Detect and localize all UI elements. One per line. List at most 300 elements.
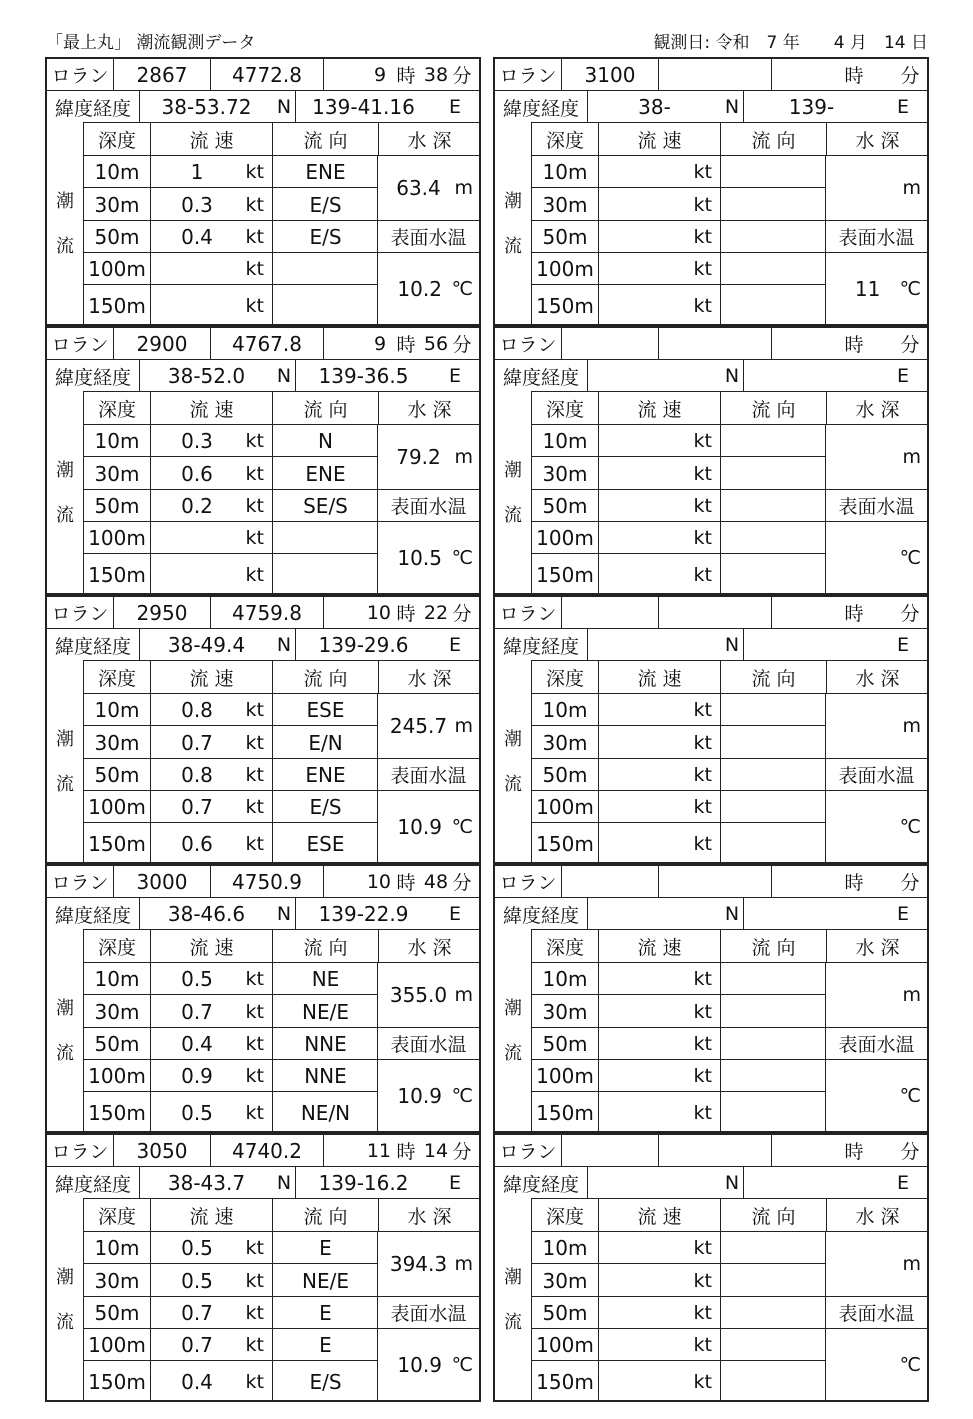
speed-unit: kt <box>245 1101 264 1124</box>
east-label: E <box>896 96 909 118</box>
celsius-unit: ℃ <box>451 816 473 838</box>
loran-row <box>495 59 927 90</box>
speed-cell <box>150 457 272 490</box>
data-row <box>531 1027 825 1060</box>
depth-value: 10m <box>94 698 140 722</box>
tide-label-2: 流 <box>56 1311 74 1333</box>
celsius-unit: ℃ <box>899 816 921 838</box>
celsius-unit: ℃ <box>451 547 473 569</box>
speed-cell <box>598 791 720 823</box>
longitude-value: 139-29.6 <box>295 629 431 661</box>
direction-value: E <box>272 1232 378 1264</box>
speed-cell <box>150 823 272 864</box>
speed-value: 0.2 <box>181 494 213 518</box>
direction-value <box>720 554 826 595</box>
surface-temp-cell <box>825 1059 927 1132</box>
direction-value: ENE <box>272 156 378 188</box>
depth-header: 深度 <box>545 668 584 690</box>
loran-value-2 <box>658 597 771 628</box>
tide-label-2: 流 <box>56 504 74 526</box>
loran-value-2: 4767.8 <box>210 328 323 359</box>
surface-temp-cell <box>377 790 479 863</box>
water-depth-cell <box>377 424 479 489</box>
hour-label: 時 <box>396 1141 416 1163</box>
speed-unit: kt <box>245 968 264 990</box>
hour-label: 時 <box>396 603 416 625</box>
tide-label-2: 流 <box>504 504 522 526</box>
speed-cell <box>598 285 720 326</box>
depth-value: 50m <box>542 494 588 518</box>
direction-value: E/S <box>272 221 378 253</box>
speed-unit: kt <box>693 1370 712 1393</box>
latlon-label: 緯度経度 <box>502 635 579 658</box>
speed-value: 0.4 <box>181 225 213 249</box>
loran-row <box>47 866 479 897</box>
speed-cell <box>150 221 272 253</box>
tide-label-1: 潮 <box>504 190 522 212</box>
water-depth-header: 水 深 <box>378 1199 480 1232</box>
latlon-row <box>47 359 479 392</box>
hour-value: 11 <box>366 1139 391 1162</box>
direction-value: E/N <box>272 726 378 759</box>
depth-value: 50m <box>542 1032 588 1056</box>
tide-label <box>47 661 83 862</box>
speed-header: 流 速 <box>150 661 272 694</box>
surface-temp-label: 表面水温 <box>825 489 927 521</box>
north-label: N <box>724 634 740 656</box>
depth-header: 深度 <box>97 668 136 690</box>
speed-unit: kt <box>245 1000 264 1023</box>
hour-label: 時 <box>844 65 864 87</box>
speed-value: 0.7 <box>181 730 213 755</box>
surface-temp-label: 表面水温 <box>377 220 479 252</box>
column-header-row <box>83 660 479 694</box>
longitude-value: 139-41.16 <box>295 91 431 123</box>
depth-value: 150m <box>536 1369 594 1394</box>
meter-unit: m <box>902 984 921 1006</box>
surface-temp-label: 表面水温 <box>825 1027 927 1059</box>
loran-value-2: 4740.2 <box>210 1135 323 1166</box>
east-label: E <box>448 96 461 118</box>
longitude-value: 139-22.9 <box>295 898 431 930</box>
north-label: N <box>276 96 292 118</box>
direction-value: N <box>272 425 378 457</box>
hour-label: 時 <box>396 334 416 356</box>
loran-label: ロラン <box>499 603 557 625</box>
meter-unit: m <box>902 177 921 199</box>
surface-temp-cell <box>825 1328 927 1401</box>
depth-value: 150m <box>88 1369 146 1394</box>
depth-value: 30m <box>94 1268 140 1293</box>
water-depth-cell <box>825 1231 927 1296</box>
speed-cell <box>150 995 272 1028</box>
celsius-unit: ℃ <box>899 1085 921 1107</box>
direction-value <box>720 759 826 791</box>
depth-value: 100m <box>88 257 146 281</box>
data-row <box>531 1263 825 1297</box>
station-block <box>45 1133 481 1402</box>
tide-label <box>47 392 83 593</box>
speed-value: 0.5 <box>181 1236 213 1260</box>
meter-unit: m <box>454 1253 473 1275</box>
tide-label <box>495 930 531 1131</box>
hour-value: 9 <box>373 332 387 355</box>
data-row <box>83 1231 377 1264</box>
celsius-unit: ℃ <box>451 1085 473 1107</box>
speed-cell <box>150 156 272 188</box>
latitude-value: 38-43.7 <box>139 1167 273 1199</box>
loran-row <box>47 597 479 628</box>
direction-header: 流 向 <box>720 1199 826 1232</box>
speed-unit: kt <box>245 462 264 485</box>
hour-value: 10 <box>366 870 391 893</box>
direction-value: E <box>272 1297 378 1329</box>
north-label: N <box>724 365 740 387</box>
surface-temp-value: 11 <box>854 277 881 301</box>
time-cell <box>323 328 479 359</box>
loran-row <box>47 328 479 359</box>
minute-label: 分 <box>900 872 920 894</box>
direction-value <box>720 1060 826 1092</box>
minute-label: 分 <box>452 603 472 625</box>
depth-header: 深度 <box>545 130 584 152</box>
speed-cell <box>598 1361 720 1402</box>
direction-value: E/S <box>272 188 378 221</box>
data-row <box>531 252 825 285</box>
direction-value <box>272 253 378 285</box>
speed-cell <box>598 759 720 791</box>
depth-value: 30m <box>542 1268 588 1293</box>
data-row <box>83 758 377 791</box>
speed-unit: kt <box>245 226 264 248</box>
latlon-label: 緯度経度 <box>54 1173 131 1196</box>
speed-header: 流 速 <box>598 123 720 156</box>
water-depth-header: 水 深 <box>826 930 928 963</box>
hour-value: 10 <box>366 601 391 624</box>
water-depth-value: 79.2 <box>396 445 441 469</box>
tide-label-2: 流 <box>504 1311 522 1333</box>
depth-value: 150m <box>536 562 594 587</box>
speed-cell <box>150 1264 272 1297</box>
speed-cell <box>150 285 272 326</box>
latlon-label: 緯度経度 <box>54 366 131 389</box>
water-depth-header: 水 深 <box>826 123 928 156</box>
depth-value: 30m <box>542 730 588 755</box>
data-row <box>531 1360 825 1402</box>
speed-cell <box>150 1028 272 1060</box>
speed-cell <box>598 490 720 522</box>
data-row <box>531 424 825 457</box>
speed-unit: kt <box>245 699 264 721</box>
speed-unit: kt <box>245 764 264 786</box>
direction-value <box>720 1361 826 1402</box>
depth-value: 100m <box>536 257 594 281</box>
loran-value-2: 4759.8 <box>210 597 323 628</box>
north-label: N <box>276 903 292 925</box>
depth-value: 150m <box>88 1100 146 1125</box>
speed-unit: kt <box>693 731 712 754</box>
hour-label: 時 <box>396 872 416 894</box>
depth-value: 30m <box>94 999 140 1024</box>
speed-unit: kt <box>245 161 264 183</box>
speed-value: 1 <box>190 160 204 184</box>
speed-unit: kt <box>693 527 712 549</box>
depth-value: 30m <box>94 730 140 755</box>
direction-header: 流 向 <box>720 930 826 963</box>
minute-value: 48 <box>423 870 449 893</box>
speed-unit: kt <box>693 193 712 216</box>
speed-cell <box>598 1232 720 1264</box>
depth-value: 30m <box>542 461 588 486</box>
water-depth-value: 394.3 <box>389 1252 448 1276</box>
surface-temp-label: 表面水温 <box>825 758 927 790</box>
direction-value <box>720 522 826 554</box>
latlon-label: 緯度経度 <box>502 904 579 927</box>
latitude-value <box>587 360 721 392</box>
east-label: E <box>896 1172 909 1194</box>
speed-unit: kt <box>693 1302 712 1324</box>
latlon-row <box>495 1166 927 1199</box>
surface-temp-value: 10.5 <box>397 546 442 570</box>
speed-cell <box>598 522 720 554</box>
surface-temp-label: 表面水温 <box>377 1296 479 1328</box>
data-row <box>531 187 825 221</box>
surface-temp-label: 表面水温 <box>377 489 479 521</box>
loran-value-2 <box>658 59 771 90</box>
depth-header: 深度 <box>97 1206 136 1228</box>
direction-value: NNE <box>272 1060 378 1092</box>
speed-value: 0.7 <box>181 1333 213 1357</box>
depth-value: 30m <box>542 192 588 217</box>
data-row <box>531 962 825 995</box>
water-depth-cell <box>377 693 479 758</box>
speed-unit: kt <box>245 527 264 549</box>
latlon-label: 緯度経度 <box>502 366 579 389</box>
depth-value: 150m <box>88 562 146 587</box>
latitude-value <box>587 898 721 930</box>
speed-unit: kt <box>693 462 712 485</box>
speed-cell <box>598 1264 720 1297</box>
data-row <box>83 252 377 285</box>
speed-unit: kt <box>245 563 264 586</box>
loran-label: ロラン <box>499 65 557 87</box>
water-depth-cell <box>377 155 479 220</box>
tide-label-2: 流 <box>504 235 522 257</box>
speed-cell <box>150 963 272 995</box>
water-depth-header: 水 深 <box>378 661 480 694</box>
speed-cell <box>150 1060 272 1092</box>
speed-unit: kt <box>693 699 712 721</box>
speed-unit: kt <box>245 430 264 452</box>
loran-value-1: 3100 <box>561 59 658 90</box>
direction-header: 流 向 <box>272 661 378 694</box>
water-depth-header: 水 深 <box>378 392 480 425</box>
depth-value: 50m <box>542 225 588 249</box>
loran-value-2: 4772.8 <box>210 59 323 90</box>
data-row <box>531 456 825 490</box>
latlon-row <box>47 628 479 661</box>
time-cell <box>323 59 479 90</box>
station-block <box>45 864 481 1133</box>
water-depth-header: 水 深 <box>378 123 480 156</box>
speed-unit: kt <box>693 764 712 786</box>
minute-label: 分 <box>900 65 920 87</box>
direction-value <box>720 1232 826 1264</box>
speed-unit: kt <box>693 832 712 855</box>
loran-label: ロラン <box>499 334 557 356</box>
time-cell <box>323 597 479 628</box>
celsius-unit: ℃ <box>899 278 921 300</box>
hour-label: 時 <box>396 65 416 87</box>
meter-unit: m <box>454 446 473 468</box>
meter-unit: m <box>454 984 473 1006</box>
loran-value-1 <box>561 866 658 897</box>
meter-unit: m <box>454 177 473 199</box>
speed-cell <box>150 1232 272 1264</box>
minute-label: 分 <box>900 334 920 356</box>
time-cell <box>323 866 479 897</box>
tide-label-1: 潮 <box>56 997 74 1019</box>
speed-unit: kt <box>245 832 264 855</box>
speed-cell <box>150 694 272 726</box>
speed-cell <box>150 726 272 759</box>
tide-label-2: 流 <box>56 1042 74 1064</box>
water-depth-cell <box>825 155 927 220</box>
east-label: E <box>896 903 909 925</box>
loran-row <box>47 59 479 90</box>
speed-value: 0.4 <box>181 1369 213 1394</box>
speed-header: 流 速 <box>150 392 272 425</box>
loran-value-1: 2900 <box>113 328 210 359</box>
speed-cell <box>598 694 720 726</box>
data-row <box>531 1296 825 1329</box>
station-block <box>493 864 929 1133</box>
latitude-value: 38-53.72 <box>139 91 273 123</box>
data-row <box>83 790 377 823</box>
speed-unit: kt <box>693 1237 712 1259</box>
surface-temp-value: 10.9 <box>397 815 442 839</box>
depth-value: 50m <box>542 763 588 787</box>
depth-value: 30m <box>94 192 140 217</box>
column-header-row <box>531 929 927 963</box>
tide-label-1: 潮 <box>504 1266 522 1288</box>
depth-value: 50m <box>94 494 140 518</box>
depth-header: 深度 <box>545 399 584 421</box>
data-row <box>531 790 825 823</box>
speed-cell <box>150 253 272 285</box>
latlon-row <box>495 628 927 661</box>
speed-unit: kt <box>245 1033 264 1055</box>
speed-unit: kt <box>693 1269 712 1292</box>
direction-value <box>720 726 826 759</box>
data-row <box>83 1328 377 1361</box>
data-row <box>83 220 377 253</box>
tide-label <box>47 930 83 1131</box>
water-depth-value: 355.0 <box>389 983 448 1007</box>
direction-value: SE/S <box>272 490 378 522</box>
east-label: E <box>448 903 461 925</box>
time-cell <box>771 597 927 628</box>
data-row <box>83 456 377 490</box>
longitude-value <box>743 360 879 392</box>
direction-header: 流 向 <box>272 930 378 963</box>
data-row <box>83 725 377 759</box>
tide-label-1: 潮 <box>504 997 522 1019</box>
speed-header: 流 速 <box>598 661 720 694</box>
direction-value <box>720 1028 826 1060</box>
north-label: N <box>276 634 292 656</box>
direction-header: 流 向 <box>720 123 826 156</box>
depth-value: 50m <box>94 1032 140 1056</box>
latlon-row <box>47 1166 479 1199</box>
tide-label <box>495 1199 531 1400</box>
latitude-value: 38-49.4 <box>139 629 273 661</box>
depth-header: 深度 <box>97 130 136 152</box>
data-row <box>531 1328 825 1361</box>
speed-cell <box>598 995 720 1028</box>
direction-value <box>720 285 826 326</box>
water-depth-value: 245.7 <box>389 714 448 738</box>
direction-value <box>720 1092 826 1133</box>
depth-value: 150m <box>536 293 594 318</box>
speed-header: 流 速 <box>598 930 720 963</box>
minute-label: 分 <box>452 65 472 87</box>
direction-header: 流 向 <box>272 1199 378 1232</box>
longitude-value: 139-16.2 <box>295 1167 431 1199</box>
depth-value: 50m <box>94 225 140 249</box>
loran-value-1 <box>561 328 658 359</box>
speed-unit: kt <box>693 1000 712 1023</box>
speed-header: 流 速 <box>598 1199 720 1232</box>
north-label: N <box>276 1172 292 1194</box>
speed-value: 0.6 <box>181 461 213 486</box>
direction-value <box>720 457 826 490</box>
hour-label: 時 <box>844 334 864 356</box>
speed-header: 流 速 <box>150 123 272 156</box>
data-row <box>83 521 377 554</box>
data-row <box>531 489 825 522</box>
loran-label: ロラン <box>51 65 109 87</box>
column-header-row <box>83 122 479 156</box>
direction-value <box>720 823 826 864</box>
speed-cell <box>150 490 272 522</box>
data-row <box>531 725 825 759</box>
celsius-unit: ℃ <box>451 278 473 300</box>
speed-header: 流 速 <box>150 930 272 963</box>
tide-label <box>47 1199 83 1400</box>
speed-value: 0.9 <box>181 1064 213 1088</box>
speed-cell <box>598 1060 720 1092</box>
tide-label-1: 潮 <box>56 728 74 750</box>
speed-cell <box>150 1361 272 1402</box>
data-row <box>83 994 377 1028</box>
depth-value: 150m <box>536 1100 594 1125</box>
surface-temp-label: 表面水温 <box>377 758 479 790</box>
surface-temp-value: 10.2 <box>397 277 442 301</box>
water-depth-cell <box>377 962 479 1027</box>
hour-label: 時 <box>844 872 864 894</box>
direction-value: NE <box>272 963 378 995</box>
speed-unit: kt <box>693 1065 712 1087</box>
loran-label: ロラン <box>51 334 109 356</box>
latitude-value <box>587 629 721 661</box>
speed-unit: kt <box>693 226 712 248</box>
hour-value: 9 <box>373 63 387 86</box>
data-row <box>531 758 825 791</box>
data-row <box>531 155 825 188</box>
column-header-row <box>531 660 927 694</box>
surface-temp-label: 表面水温 <box>377 1027 479 1059</box>
